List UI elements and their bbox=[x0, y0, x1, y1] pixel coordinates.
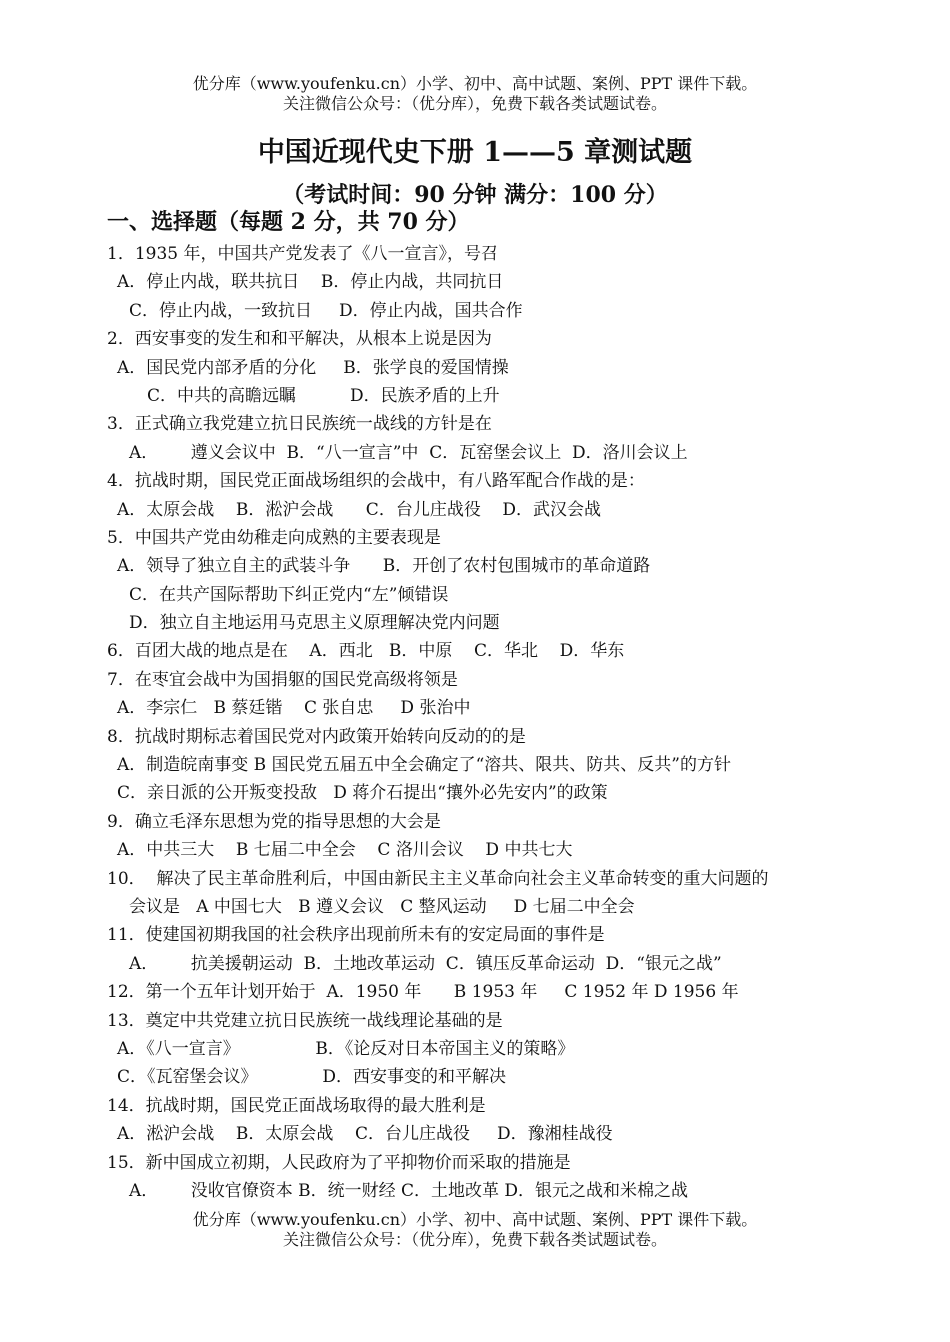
question-2-options-cd: C．中共的高瞻远瞩 D．民族矛盾的上升 bbox=[147, 385, 500, 406]
question-5-options-ab: A．领导了独立自主的武装斗争 B．开创了农村包围城市的革命道路 bbox=[117, 556, 651, 577]
question-10: 10． 解决了民主革命胜利后，中国由新民主主义革命向社会主义革命转变的重大问题的 bbox=[107, 868, 769, 889]
question-7-options: A．李宗仁 B 蔡廷锴 C 张自忠 D 张治中 bbox=[117, 698, 471, 719]
question-15-options: A． 没收官僚资本 B．统一财经 C．土地改革 D．银元之战和米棉之战 bbox=[129, 1180, 689, 1201]
question-5-option-c: C．在共产国际帮助下纠正党内“左”倾错误 bbox=[129, 584, 449, 605]
question-4-options: A．太原会战 B．淞沪会战 C．台儿庄战役 D．武汉会战 bbox=[117, 499, 602, 520]
question-9: 9．确立毛泽东思想为党的指导思想的大会是 bbox=[107, 811, 441, 832]
question-3: 3．正式确立我党建立抗日民族统一战线的方针是在 bbox=[107, 414, 492, 435]
page-header bbox=[0, 74, 950, 114]
section-title: 一、选择题（每题 2 分，共 70 分） bbox=[107, 209, 470, 235]
question-13: 13．奠定中共党建立抗日民族统一战线理论基础的是 bbox=[107, 1010, 503, 1031]
question-12: 12．第一个五年计划开始于 A．1950 年 B 1953 年 C 1952 年 D 1956 年 bbox=[107, 982, 739, 1003]
question-14-options: A．淞沪会战 B．太原会战 C．台儿庄战役 D．豫湘桂战役 bbox=[117, 1124, 613, 1145]
question-14: 14．抗战时期，国民党正面战场取得的最大胜利是 bbox=[107, 1095, 486, 1116]
footer-line-2: 关注微信公众号：（优分库），免费下载各类试题试卷。 bbox=[282, 1230, 667, 1249]
question-4: 4．抗战时期，国民党正面战场组织的会战中，有八路军配合作战的是： bbox=[107, 471, 645, 492]
question-8-options-ab: A．制造皖南事变 B 国民党五届五中全会确定了“溶共、限共、防共、反共”的方针 bbox=[117, 755, 731, 776]
exam-title: 中国近现代史下册 1——5 章测试题 bbox=[257, 137, 693, 168]
question-11: 11．使建国初期我国的社会秩序出现前所未有的安定局面的事件是 bbox=[107, 925, 605, 946]
question-6: 6．百团大战的地点是在 A．西北 B．中原 C．华北 D．华东 bbox=[107, 641, 625, 662]
question-8: 8．抗战时期标志着国民党对内政策开始转向反动的的是 bbox=[107, 726, 526, 747]
question-13-options-cd: C．《瓦窑堡会议》 D．西安事变的和平解决 bbox=[117, 1067, 506, 1088]
question-11-options: A． 抗美援朝运动 B．土地改革运动 C．镇压反革命运动 D．“银元之战” bbox=[129, 953, 722, 974]
question-5: 5．中国共产党由幼稚走向成熟的主要表现是 bbox=[107, 527, 441, 548]
question-3-options: A． 遵义会议中 B．“八一宣言”中 C．瓦窑堡会议上 D．洛川会议上 bbox=[129, 442, 688, 463]
question-13-options-ab: A．《八一宣言》 B．《论反对日本帝国主义的策略》 bbox=[117, 1038, 575, 1059]
question-list bbox=[107, 240, 907, 1205]
question-9-options: A．中共三大 B 七届二中全会 C 洛川会议 D 中共七大 bbox=[117, 840, 573, 861]
header-line-2: 关注微信公众号：（优分库），免费下载各类试题试卷。 bbox=[282, 94, 667, 113]
question-1-options-ab: A．停止内战，联共抗日 B．停止内战，共同抗日 bbox=[117, 272, 504, 293]
header-line-1: 优分库（www.youfenku.cn）小学、初中、高中试题、案例、PPT 课件下载。 bbox=[192, 74, 758, 93]
question-2-options-ab: A．国民党内部矛盾的分化 B．张学良的爱国情操 bbox=[117, 357, 509, 378]
question-8-options-cd: C．亲日派的公开叛变投敌 D 蒋介石提出“攘外必先安内”的政策 bbox=[117, 783, 608, 804]
exam-subtitle: （考试时间：90 分钟 满分：100 分） bbox=[282, 182, 668, 208]
question-1: 1．1935 年，中国共产党发表了《八一宣言》，号召 bbox=[107, 244, 498, 264]
question-7: 7．在枣宜会战中为国捐躯的国民党高级将领是 bbox=[107, 669, 458, 690]
question-5-option-d: D．独立自主地运用马克思主义原理解决党内问题 bbox=[129, 613, 500, 634]
question-15: 15．新中国成立初期，人民政府为了平抑物价而采取的措施是 bbox=[107, 1152, 571, 1173]
question-1-options-cd: C．停止内战，一致抗日 D．停止内战，国共合作 bbox=[129, 300, 523, 321]
question-10-options: 会议是 A 中国七大 B 遵义会议 C 整风运动 D 七届二中全会 bbox=[129, 896, 635, 917]
page-footer bbox=[0, 1210, 950, 1250]
footer-line-1: 优分库（www.youfenku.cn）小学、初中、高中试题、案例、PPT 课件下载。 bbox=[192, 1210, 758, 1229]
question-2: 2．西安事变的发生和和平解决，从根本上说是因为 bbox=[107, 329, 492, 350]
